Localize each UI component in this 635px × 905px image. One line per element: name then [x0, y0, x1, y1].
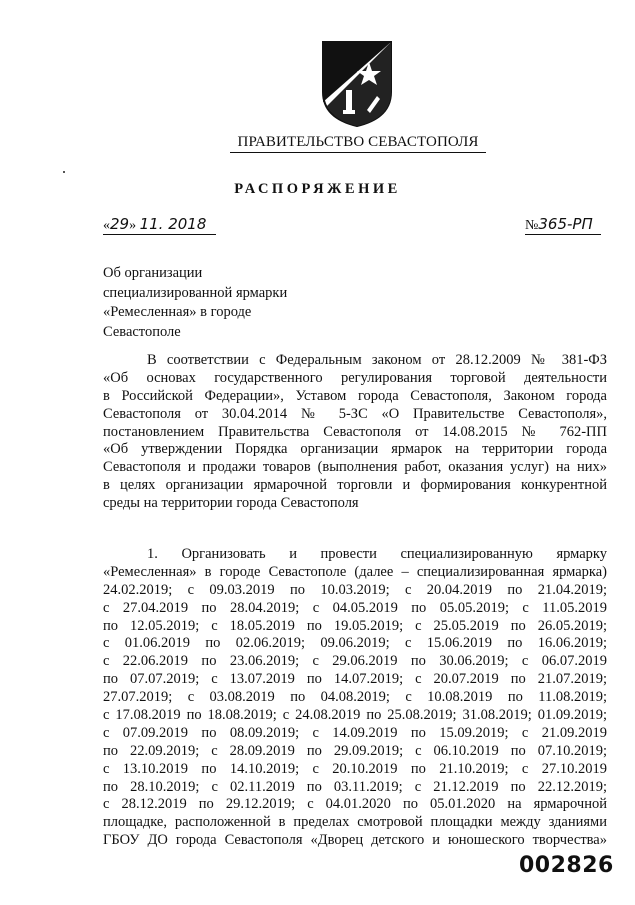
item-1-paragraph — [103, 546, 607, 850]
item-1-line: по 22.09.2019; с 28.09.2019 по 29.09.2019; с 06.10.2019 по 07.10.2019; — [103, 742, 607, 759]
document-subject — [103, 264, 287, 342]
subject-line: специализированной ярмарки — [103, 284, 288, 301]
date-quote-open: « — [103, 218, 110, 233]
item-1-line: с 01.06.2019 по 02.06.2019; 09.06.2019; с 15.06.2019 по 16.06.2019; — [103, 635, 607, 652]
preamble-line: Севастополя и продажи товаров (выполнения работ, оказания услуг) на них» — [103, 459, 607, 476]
item-1-line: 24.02.2019; с 09.03.2019 по 10.03.2019; с 20.04.2019 по 21.04.2019; — [103, 581, 607, 598]
item-1-line: 1. Организовать и провести специализированную ярмарку — [147, 546, 607, 562]
item-1-line: площадке, расположенной в пределах смотровой площадки между зданиями — [103, 814, 607, 831]
preamble-line: в целях организации ярмарочной торговли и формирования конкурентной — [103, 477, 607, 494]
date-quote-close: » — [129, 218, 137, 233]
item-1-line: 27.07.2019; с 03.08.2019 по 04.08.2019; с 10.08.2019 по 11.08.2019; — [103, 689, 607, 706]
number-prefix: № — [525, 218, 539, 233]
sevastopol-emblem-icon — [319, 40, 395, 128]
number-value: 365-РП — [538, 215, 593, 233]
preamble-line: в Российской Федерации», Уставом города Севастополя, Законом города — [103, 387, 607, 404]
item-1-line: с 27.04.2019 по 28.04.2019; с 04.05.2019 по 05.05.2019; с 11.05.2019 — [103, 599, 607, 616]
item-1-line: по 12.05.2019; с 18.05.2019 по 19.05.2019; с 25.05.2019 по 26.05.2019; — [103, 617, 607, 634]
date-month-year: 11. 2018 — [139, 215, 207, 233]
preamble-line: В соответствии с Федеральным законом от 28.12.2009 № 381-ФЗ — [147, 352, 607, 368]
document-number — [525, 215, 601, 235]
item-1-line: с 07.09.2019 по 08.09.2019; с 14.09.2019 по 15.09.2019; с 21.09.2019 — [103, 724, 607, 741]
item-1-line: по 28.10.2019; с 02.11.2019 по 03.11.2019; с 21.12.2019 по 22.12.2019; — [103, 778, 607, 795]
preamble-line: «Об основах государственного регулирования торговой деятельности — [103, 369, 607, 386]
document-type-title: РАСПОРЯЖЕНИЕ — [234, 181, 401, 197]
item-1-line: с 28.12.2019 по 29.12.2019; с 04.01.2020 по 05.01.2020 на ярмарочной — [103, 796, 607, 813]
preamble-line: «Об утверждении Порядка организации ярмарок на территории города — [103, 441, 607, 458]
document-serial-number: 002826 — [519, 853, 614, 878]
preamble-paragraph — [103, 352, 607, 513]
preamble-line: среды на территории города Севастополя — [103, 495, 359, 512]
item-1-line: ГБОУ ДО города Севастополя «Дворец детского и юношеского творчества» — [103, 832, 607, 849]
subject-line: «Ремесленная» в городе — [103, 304, 252, 320]
item-1-line: с 22.06.2019 по 23.06.2019; с 29.06.2019 по 30.06.2019; с 06.07.2019 — [103, 653, 607, 670]
margin-dot — [63, 171, 65, 173]
item-1-line: по 07.07.2019; с 13.07.2019 по 14.07.2019; с 20.07.2019 по 21.07.2019; — [103, 671, 607, 688]
preamble-line: постановлением Правительства Севастополя от 14.08.2015 № 762-ПП — [103, 423, 607, 440]
item-1-line: с 17.08.2019 по 18.08.2019; с 24.08.2019 по 25.08.2019; 31.08.2019; 01.09.2019; — [103, 707, 607, 724]
document-date — [103, 215, 216, 235]
subject-line: Об организации — [103, 265, 203, 281]
date-day: 29 — [110, 215, 130, 233]
item-1-line: с 13.10.2019 по 14.10.2019; с 20.10.2019 по 21.10.2019; с 27.10.2019 — [103, 760, 607, 777]
preamble-line: Севастополя от 30.04.2014 № 5-ЗС «О Правительстве Севастополя», — [103, 405, 607, 422]
subject-line: Севастополе — [103, 323, 181, 340]
government-title: ПРАВИТЕЛЬСТВО СЕВАСТОПОЛЯ — [230, 134, 486, 153]
item-1-line: «Ремесленная» в городе Севастополе (далее – специализированная ярмарка) — [103, 563, 607, 580]
